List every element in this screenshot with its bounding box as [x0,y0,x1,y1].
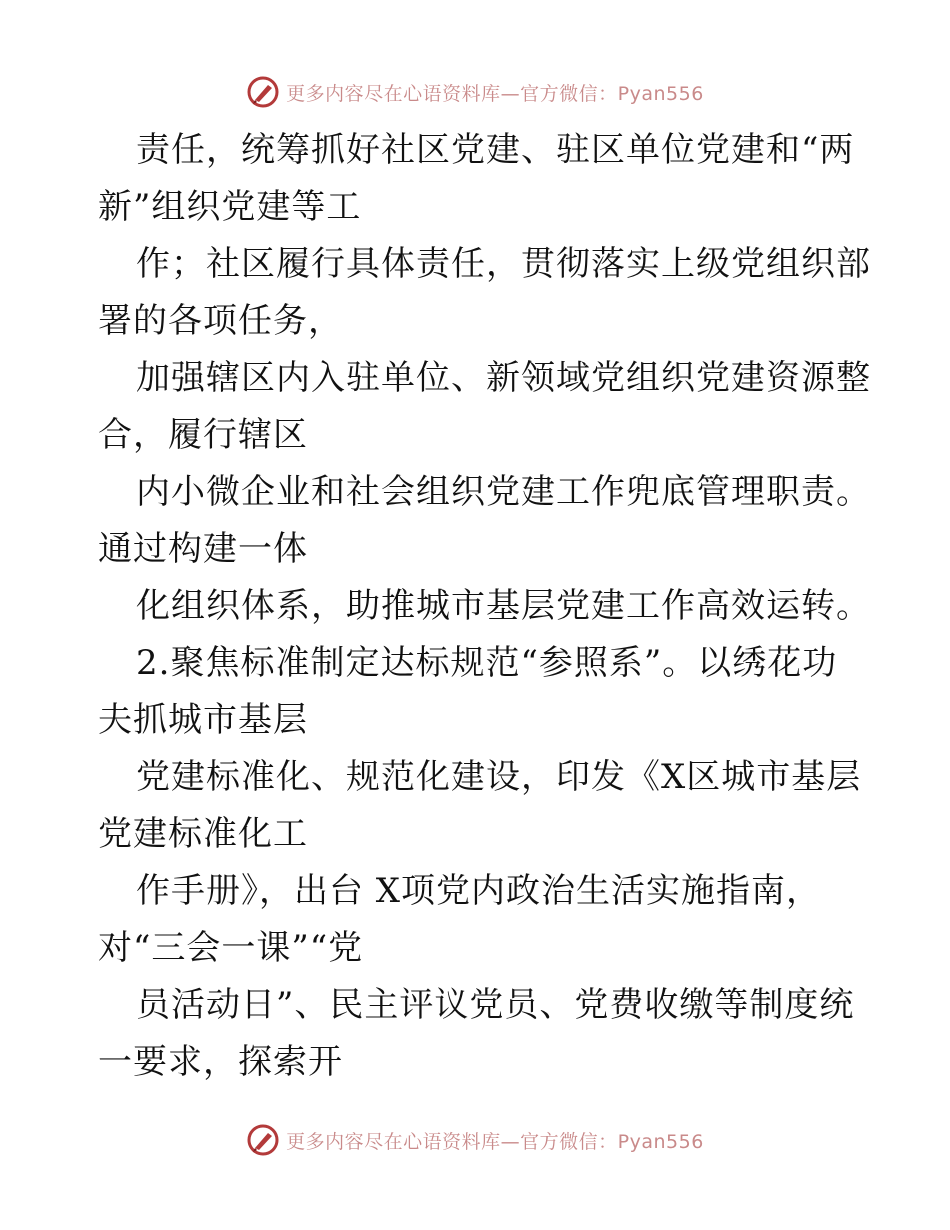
footer-watermark [0,1120,950,1160]
document-body [98,122,871,1091]
pen-logo-icon [246,1123,280,1157]
text-line: 作手册》，出台 X项党内政治生活实施指南， [136,871,822,911]
watermark-text: 更多内容尽在心语资料库—官方微信：Pyan556 [286,82,704,105]
text-line: 一要求，探索开 [98,1042,343,1082]
text-line: 对“三会一课”“党 [98,928,364,968]
text-line: 加强辖区内入驻单位、新领域党组织党建资源整 [136,358,871,398]
text-line: 通过构建一体 [98,529,308,569]
text-line: 党建标准化、规范化建设，印发《X区城市基层 [136,757,862,797]
pen-logo-icon [246,75,280,109]
text-line: 署的各项任务， [98,301,343,341]
text-line: 员活动日”、民主评议党员、党费收缴等制度统 [136,985,855,1025]
text-line: 责任，统筹抓好社区党建、驻区单位党建和“两 [136,130,855,170]
header-watermark [0,72,950,112]
text-line: 新”组织党建等工 [98,187,362,227]
text-line: 2.聚焦标准制定达标规范“参照系”。以绣花功 [136,643,838,683]
text-line: 夫抓城市基层 [98,700,308,740]
text-line: 作；社区履行具体责任，贯彻落实上级党组织部 [136,244,871,284]
text-line: 合，履行辖区 [98,415,308,455]
watermark-text: 更多内容尽在心语资料库—官方微信：Pyan556 [286,1130,704,1153]
text-line: 内小微企业和社会组织党建工作兜底管理职责。 [136,472,871,512]
text-line: 党建标准化工 [98,814,308,854]
text-line: 化组织体系，助推城市基层党建工作高效运转。 [136,586,871,626]
